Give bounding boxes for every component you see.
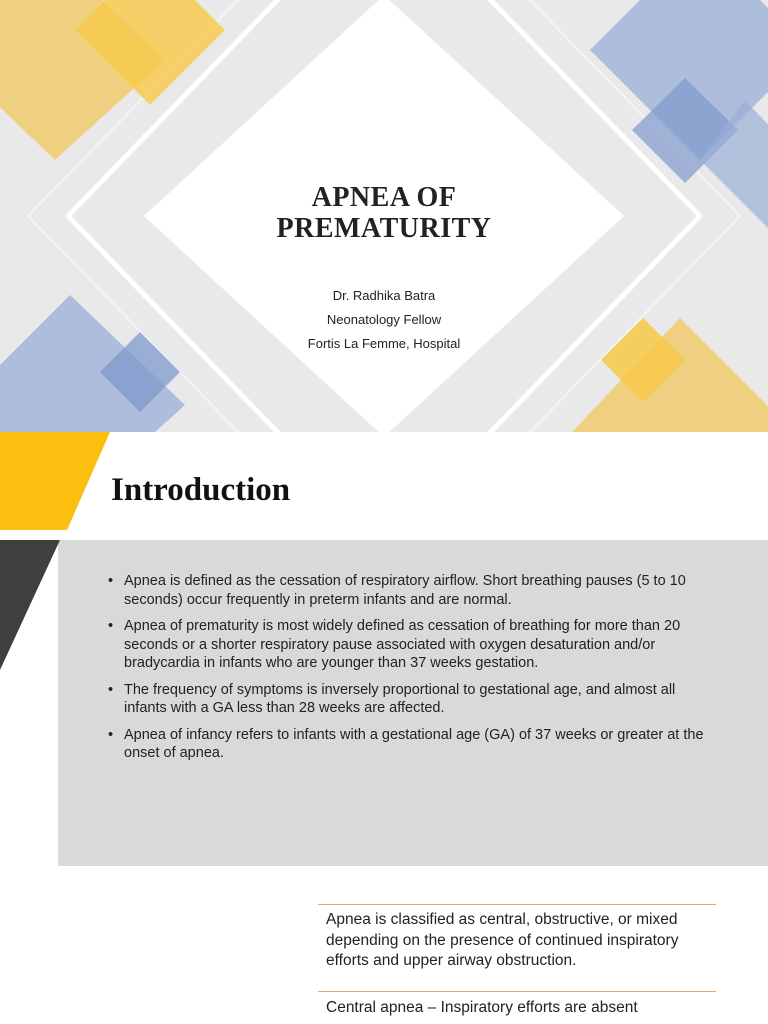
bullet-list <box>108 572 708 771</box>
author-role: Neonatology Fellow <box>326 312 442 327</box>
bullet-text: Apnea of prematurity is most widely defined as cessation of breathing for more than 20 seconds or a shorter respiratory pause associated with oxygen desaturation and/or bradycardia in infants who are younger than 37 weeks gestation. <box>124 618 681 671</box>
divider-line <box>318 991 716 992</box>
title-line-2: PREMATURITY <box>276 213 492 244</box>
bullet-marker: • <box>108 681 114 698</box>
bullet-text: Apnea of infancy refers to infants with a gestational age (GA) of 37 weeks or greater at the onset of apnea. <box>124 726 704 761</box>
author-institution: Fortis La Femme, Hospital <box>307 336 461 351</box>
bullet-marker: • <box>108 618 114 634</box>
author-info <box>184 284 584 356</box>
bullet-marker: • <box>108 726 114 743</box>
section-title: Introduction <box>111 472 291 508</box>
classification-slide <box>0 866 768 1024</box>
title-block <box>184 182 584 356</box>
presentation-title <box>184 182 584 244</box>
introduction-slide <box>0 432 768 866</box>
author-name: Dr. Radhika Batra <box>332 288 436 303</box>
title-slide <box>0 0 768 432</box>
bullet-text: The frequency of symptoms is inversely proportional to gestational age, and almost all infants with a GA less than 28 weeks are affected. <box>124 681 676 716</box>
list-item <box>108 572 708 609</box>
gold-accent-shape <box>0 432 110 530</box>
central-apnea-paragraph: Central apnea – Inspiratory efforts are absent <box>326 999 638 1016</box>
list-item <box>108 726 708 763</box>
divider-line <box>318 904 716 905</box>
bullet-marker: • <box>108 573 114 589</box>
charcoal-accent-shape <box>0 540 60 670</box>
list-item <box>108 617 708 673</box>
list-item <box>108 681 708 718</box>
title-line-1: APNEA OF <box>311 182 457 213</box>
classification-paragraph: Apnea is classified as central, obstructive, or mixed depending on the presence of continued inspiratory efforts and upper airway obstruction. <box>326 911 679 969</box>
bullet-text: Apnea is defined as the cessation of respiratory airflow. Short breathing pauses (5 to 10 seconds) occur frequently in preterm infants and are normal. <box>124 573 686 608</box>
